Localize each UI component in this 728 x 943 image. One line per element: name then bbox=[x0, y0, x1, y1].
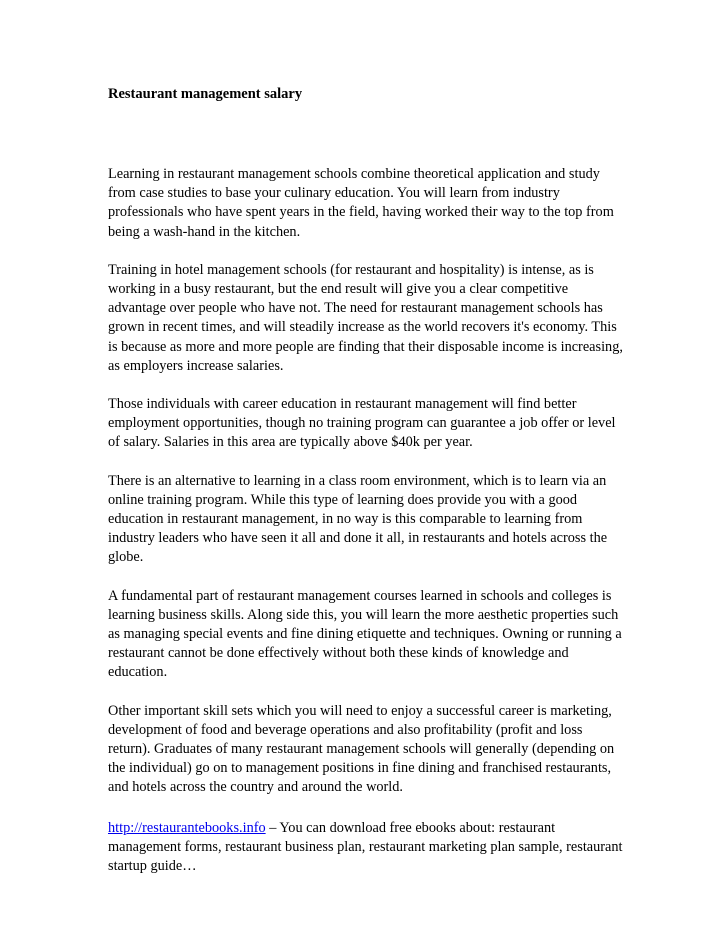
paragraph-6: Other important skill sets which you will need to enjoy a successful career is marketing, development of food and beverage operations and also profitability (profit and loss return). Graduates of many restaurant management schools will generally (depending on the individual) go on to management positions in fine dining and franchised restaurants, and hotels across the country and around the world. bbox=[108, 702, 615, 796]
ebooks-link[interactable]: http://restaurantebooks.info bbox=[108, 819, 266, 836]
document-body bbox=[108, 165, 628, 895]
document-title: Restaurant management salary bbox=[108, 86, 303, 102]
paragraph-2: Training in hotel management schools (for restaurant and hospitality) is intense, as is working in a busy restaurant, but the end result will give you a clear competitive advantage over people who have not. The need for restaurant management schools has grown in recent times, and will steadily increase as the world recovers it's economy. This is because as more and more people are finding that their disposable income is increasing, as employers increase salaries. bbox=[108, 261, 623, 374]
paragraph-5: A fundamental part of restaurant management courses learned in schools and colleges is learning business skills. Along side this, you will learn the more aesthetic properties such as managing special events and fine dining etiquette and techniques. Owning or running a restaurant cannot be done effectively without both these kinds of knowledge and education. bbox=[108, 587, 622, 681]
paragraph-1: Learning in restaurant management schools combine theoretical application and study from case studies to base your culinary education. You will learn from industry professionals who have spent years in the field, having worked their way to the top from being a wash-hand in the kitchen. bbox=[108, 166, 614, 240]
paragraph-3: Those individuals with career education in restaurant management will find better employment opportunities, though no training program can guarantee a job offer or level of salary. Salaries in this area are typically above $40k per year. bbox=[108, 396, 616, 451]
footer-paragraph bbox=[108, 819, 628, 877]
paragraph-4: There is an alternative to learning in a class room environment, which is to learn via an online training program. While this type of learning does provide you with a good education in restaurant management, in no way is this comparable to learning from industry leaders who have seen it all and done it all, in restaurants and hotels across the globe. bbox=[108, 472, 608, 566]
footer-text: – You can download free ebooks about: restaurant management forms, restaurant business plan, restaurant marketing plan sample, restaurant startup guide… bbox=[108, 819, 623, 875]
